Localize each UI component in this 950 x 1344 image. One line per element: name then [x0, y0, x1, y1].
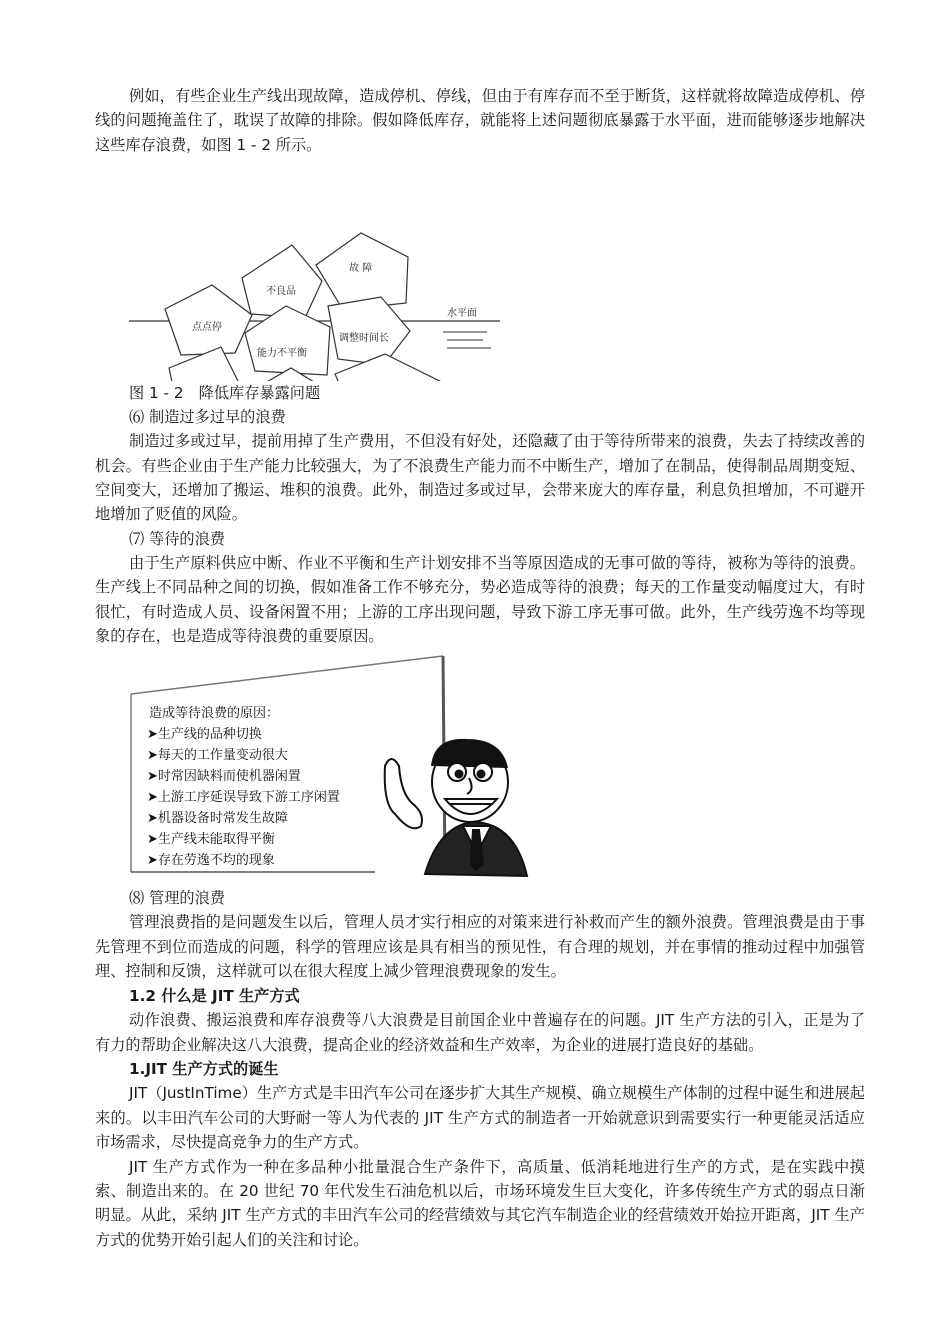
- heading-jit-birth: 1.JIT 生产方式的诞生: [129, 1059, 279, 1078]
- label-waterline: 水平面: [447, 308, 477, 320]
- paragraph-1-2: 动作浪费、搬运浪费和库存浪费等八大浪费是目前国企业中普遍存在的问题。JIT 生产方法的引入，正是为了有力的帮助企业解决这八大浪费，提高企业的经济效益和生产效率，为企业的进展打造良好的基础。: [95, 1011, 865, 1054]
- paragraph-jit-birth-1: JIT（JustInTime）生产方式是丰田汽车公司在逐步扩大其生产规模、确立规模生产体制的过程中诞生和进展起来的。以丰田汽车公司的大野耐一等人为代表的 JIT 生产方式的制造者一开始就意识到需要实行一种更能灵活适应市场需求，尽快提高竞争力的生产方式。: [95, 1084, 865, 1152]
- section7-title: ⑺ 等待的浪费: [129, 529, 225, 548]
- waiting-causes-illustration: [95, 654, 555, 886]
- rock-point-stop: [165, 285, 252, 355]
- section6-body: 制造过多或过早，提前用掉了生产费用，不但没有好处，还隐藏了由于等待所带来的浪费，失去了持续改善的机会。有些企业由于生产能力比较强大，为了不浪费生产能力而不中断生产，增加了在制品，使得制品周期变短、空间变大，还增加了搬运、堆积的浪费。此外，制造过多或过早，会带来庞大的库存量，利息负担增加，不可避开地增加了贬值的风险。: [95, 432, 865, 524]
- section6-title: ⑹ 制造过多过早的浪费: [129, 408, 286, 427]
- figure-inventory-rocks: [95, 159, 865, 381]
- cause-item: ➤生产线的品种切换: [147, 727, 262, 743]
- paragraph-inventory-example: 例如，有些企业生产线出现故障，造成停机、停线，但由于有库存而不至于断货，这样就将故障造成停机、停线的问题掩盖住了，耽误了故障的排除。假如降低库存，就能将上述问题彻底暴露于水平面，进而能够逐步地解决这些库存浪费，如图 1 - 2 所示。: [95, 87, 865, 154]
- label-defect: 不良品: [266, 286, 296, 298]
- cause-item: ➤每天的工作量变动很大: [147, 748, 288, 764]
- section7-body: 由于生产原料供应中断、作业不平衡和生产计划安排不当等原因造成的无事可做的等待，被称为等待的浪费。生产线上不同品种之间的切换，假如准备工作不够充分，势必造成等待的浪费；每天的工作量变动幅度过大，有时很忙，有时造成人员、设备闲置不用；上游的工序出现问题，导致下游工序无事可做。此外，生产线劳逸不均等现象的存在，也是造成等待浪费的重要原因。: [95, 553, 865, 646]
- cause-item: ➤生产线未能取得平衡: [147, 832, 275, 848]
- section8-title: ⑻ 管理的浪费: [129, 889, 225, 908]
- cause-item: ➤机器设备时常发生故障: [147, 811, 288, 827]
- label-point-stop: 点点停: [192, 322, 222, 334]
- rocks-diagram: [95, 159, 515, 381]
- cause-item: ➤存在劳逸不均的现象: [147, 853, 275, 869]
- causes-title: 造成等待浪费的原因：: [149, 706, 280, 722]
- rock-capacity: [245, 306, 330, 375]
- cause-item: ➤时常因缺料而使机器闲置: [147, 769, 301, 785]
- document-page: [95, 84, 865, 1252]
- heading-1-2: 1.2 什么是 JIT 生产方式: [129, 986, 300, 1005]
- figure-waiting-causes: [95, 654, 865, 886]
- label-capacity: 能力不平衡: [257, 348, 307, 360]
- label-adjust-time: 调整时间长: [339, 333, 389, 345]
- figure1-caption: 图 1 - 2 降低库存暴露问题: [129, 384, 321, 403]
- rock-adjust-time: [328, 297, 410, 365]
- section8-body: 管理浪费指的是问题发生以后，管理人员才实行相应的对策来进行补救而产生的额外浪费。管理浪费是由于事先管理不到位而造成的问题，科学的管理应该是具有相当的预见性，有合理的规划，并在事情的推动过程中加强管理、控制和反馈，这样就可以在很大程度上减少管理浪费现象的发生。: [95, 913, 865, 981]
- paragraph-jit-birth-2: JIT 生产方式作为一种在多品种小批量混合生产条件下，高质量、低消耗地进行生产的方式，是在实践中摸索、制造出来的。在 20 世纪 70 年代发生石油危机以后，市场环境发生巨大变化，许多传统生产方式的弱点日渐明显。从此，采纳 JIT 生产方式的丰田汽车公司的经营绩效与其它汽车制造企业的经营绩效开始拉开距离，JIT 生产方式的优势开始引起人们的关注和讨论。: [95, 1157, 865, 1249]
- cause-item: ➤上游工序延误导致下游工序闲置: [147, 790, 340, 806]
- rock-defect: [242, 245, 322, 318]
- label-fault: 故 障: [349, 263, 373, 275]
